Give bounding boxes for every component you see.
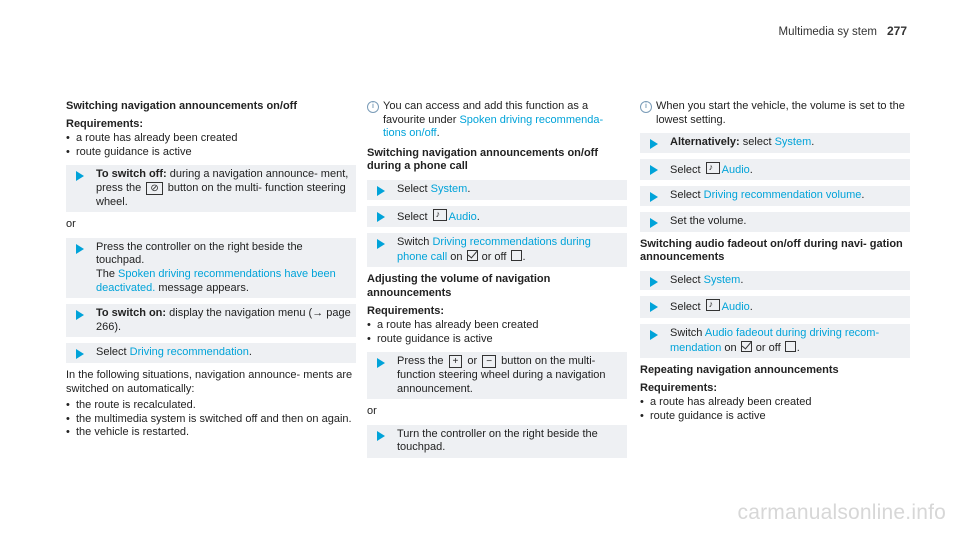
requirements-label: Requirements: [367, 304, 445, 317]
bullet-item: • the multimedia system is switched off and then on again. [66, 413, 356, 427]
instruction-step [367, 206, 627, 228]
step-text: Turn the controller on the right beside the touchpad. [397, 427, 598, 454]
requirement-item: • route guidance is active [66, 146, 356, 160]
bullet-item: • the route is recalculated. [66, 399, 356, 413]
step-text: select [739, 136, 775, 149]
setting-link[interactable]: Driving recommendations during phone call [397, 236, 591, 263]
step-text: Switch [397, 236, 433, 249]
step-text: Select [670, 163, 704, 176]
step-text: Press the controller on the right beside the touchpad. [96, 240, 303, 267]
mute-key-icon: ⊘ [146, 182, 162, 195]
instruction-step [640, 186, 910, 206]
or-text: or [66, 218, 76, 231]
instruction-step [640, 271, 910, 291]
instruction-step [640, 212, 910, 232]
page-number: 277 [886, 24, 907, 38]
step-arrow-icon [377, 239, 385, 249]
step-arrow-icon [377, 431, 385, 441]
step-text: on [447, 250, 466, 263]
step-arrow-icon [377, 186, 385, 196]
section-heading: Adjusting the volume of navigation announcements [367, 273, 551, 299]
minus-key-icon: − [482, 355, 496, 368]
or-text: or [367, 405, 377, 418]
info-note [367, 100, 627, 141]
audio-note-icon [433, 209, 447, 221]
requirements-label: Requirements: [640, 381, 718, 394]
step-text: . [740, 273, 744, 286]
step-arrow-icon [650, 165, 658, 175]
bullet-item: • the vehicle is restarted. [66, 426, 356, 440]
volume-link[interactable]: Driving recommendation volume [703, 189, 862, 202]
step-text: The [96, 267, 119, 280]
step-lead: To switch on: [96, 307, 167, 320]
menu-link[interactable]: Driving recommendation [129, 346, 249, 359]
system-link[interactable]: System [774, 136, 812, 149]
step-arrow-icon [76, 171, 84, 181]
step-text: . [522, 250, 526, 263]
instruction-step [66, 165, 356, 212]
instruction-step [66, 304, 356, 337]
section-heading: Switching navigation announcements on/off during a phone call [367, 146, 599, 173]
step-text: Switch [670, 326, 705, 339]
step-arrow-icon [76, 244, 84, 254]
checkbox-empty-icon [785, 341, 796, 352]
note-text: You can access and add this function as a favourite under [383, 100, 589, 126]
checkbox-empty-icon [511, 250, 522, 261]
step-arrow-icon [650, 330, 658, 340]
requirements-label: Requirements: [66, 117, 144, 130]
step-text: Select [670, 273, 704, 286]
instruction-step [640, 159, 910, 181]
step-arrow-icon [377, 212, 385, 222]
fadeout-link[interactable]: Audio fadeout during driving recom- mendation [670, 326, 880, 354]
step-arrow-icon [377, 358, 385, 368]
step-text: button on the multi- function steering wheel. [96, 181, 346, 208]
section-heading: Switching navigation announcements on/off [66, 100, 298, 112]
column-2 [367, 100, 627, 464]
instruction-step [367, 352, 627, 399]
plus-key-icon: + [449, 355, 463, 368]
header-title: Multimedia sy stem [778, 26, 877, 38]
instruction-step [367, 180, 627, 200]
step-arrow-icon [76, 310, 84, 320]
note-text: When you start the vehicle, the volume is set to the lowest setting. [656, 100, 905, 126]
note-text: . [436, 127, 440, 140]
step-arrow-icon [650, 192, 658, 202]
instruction-step [66, 238, 356, 298]
step-text: . [861, 189, 865, 202]
instruction-step [66, 343, 356, 363]
info-icon: i [367, 101, 379, 113]
step-text: . [467, 182, 471, 195]
step-text: . [811, 136, 815, 149]
step-text: on [721, 341, 740, 354]
step-arrow-icon [76, 349, 84, 359]
requirement-item: • route guidance is active [367, 333, 627, 347]
requirement-item: • a route has already been created [66, 132, 356, 146]
step-text: Select [397, 182, 431, 195]
requirement-item: • a route has already been created [367, 319, 627, 333]
step-text: during a navigation announce- ment, press the [96, 168, 349, 194]
instruction-step [640, 324, 910, 358]
step-text: message appears. [155, 281, 249, 294]
system-link[interactable]: System [703, 273, 741, 286]
watermark: carmanualsonline.info [737, 501, 946, 524]
step-text: . [749, 163, 753, 176]
step-text: display the navigation menu (→ page 266). [96, 307, 351, 333]
requirement-item: • route guidance is active [640, 410, 910, 424]
checkbox-checked-icon [741, 341, 752, 352]
step-text: . [796, 341, 800, 354]
system-link[interactable]: System [430, 182, 468, 195]
step-lead: Alternatively: [670, 136, 740, 149]
message-link[interactable]: Spoken driving recommendations have been deactivated. [96, 267, 336, 294]
audio-link[interactable]: Audio [721, 163, 750, 176]
step-text: . [248, 346, 252, 359]
step-text: or off [752, 341, 784, 354]
step-text: Set the volume. [670, 214, 747, 227]
section-heading: Switching audio fadeout on/off during navi- gation announcements [640, 237, 903, 264]
step-text: Select [670, 189, 704, 202]
step-text: button on the multi- function steering wheel during a navigation announcement. [397, 355, 606, 395]
column-1 [66, 100, 356, 440]
step-lead: To switch off: [96, 168, 167, 181]
step-text: or off [478, 250, 510, 263]
step-text: Select [670, 301, 704, 314]
info-icon: i [640, 101, 652, 113]
instruction-step [640, 133, 910, 153]
column-3 [640, 100, 910, 424]
section-heading: Repeating navigation announcements [640, 364, 839, 377]
step-text: . [749, 301, 753, 314]
paragraph: In the following situations, navigation announce- ments are switched on automatically: [66, 368, 353, 395]
audio-link[interactable]: Audio [721, 301, 750, 314]
checkbox-checked-icon [467, 250, 478, 261]
instruction-step [640, 296, 910, 318]
step-text: or [464, 355, 481, 368]
step-text: . [476, 210, 480, 223]
step-text: Select [397, 210, 431, 223]
step-text: Select [96, 346, 130, 359]
info-note [640, 100, 910, 127]
page-header [779, 24, 907, 38]
step-arrow-icon [650, 302, 658, 312]
step-arrow-icon [650, 218, 658, 228]
audio-link[interactable]: Audio [448, 210, 477, 223]
instruction-step [367, 425, 627, 458]
instruction-step [367, 233, 627, 267]
favourite-link[interactable]: Spoken driving recommenda- tions on/off [383, 113, 604, 140]
step-text: Press the [397, 355, 447, 368]
audio-note-icon [706, 162, 720, 174]
step-arrow-icon [650, 277, 658, 287]
step-arrow-icon [650, 139, 658, 149]
requirement-item: • a route has already been created [640, 396, 910, 410]
audio-note-icon [706, 299, 720, 311]
